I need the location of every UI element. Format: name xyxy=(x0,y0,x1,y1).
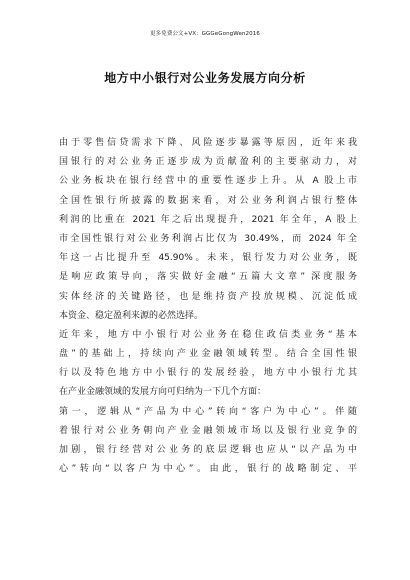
text-line: 第一，逻辑从“产品为中心”转向“客户为中心”。伴随 xyxy=(59,406,357,417)
text-line: 全国性银行所披露的数据来看，对公业务利润占银行整体 xyxy=(59,195,357,206)
text-line: 近年来，地方中小银行对公业务在稳住政信类业务“基本 xyxy=(59,329,357,340)
text-line: 国银行的对公业务正逐步成为贡献盈利的主要驱动力，对 xyxy=(59,157,357,168)
header-note: 更多免费公文+VX：GGGeGongWen2016 xyxy=(150,31,260,37)
text-line: 在产业金融领域的发展方向可归纳为一下几个方面： xyxy=(59,387,267,398)
text-line: 行以及特色地方中小银行的发展经验，地方中小银行尤其 xyxy=(59,368,357,379)
text-line: 着银行对公业务朝向产业金融领域市场以及银行业竞争的 xyxy=(59,425,357,436)
paragraph-2 xyxy=(59,326,357,403)
paragraph-3 xyxy=(59,403,357,480)
text-line: 加剧，银行经营对公业务的底层逻辑也应从“以产品为中 xyxy=(59,445,357,455)
text-line: 年这一占比提升至 45.90%。未来，银行发力对公业务，既 xyxy=(59,253,357,264)
text-line: 盘”的基础上，持续向产业金融领域转型。结合全国性银 xyxy=(59,349,357,360)
text-line: 是响应政策导向，落实做好金融“五篇大文章” 深度服务 xyxy=(59,272,357,283)
text-line: 市全国性银行对公业务利润占比仅为 30.49%，而 2024 年全 xyxy=(59,233,357,244)
text-line: 本资金、稳定盈利来源的必然选择。 xyxy=(59,310,204,321)
paragraph-1 xyxy=(59,134,357,326)
text-line: 利润的比重在 2021 年之后出现提升，2021 年全年，A 股上 xyxy=(59,214,357,225)
text-line: 由于零售信贷需求下降、风险逐步暴露等原因，近年来我 xyxy=(59,138,357,148)
document-body xyxy=(59,134,357,479)
text-line: 实体经济的关键路径，也是维持资产投放规模、沉淀低成 xyxy=(59,291,357,302)
document-title: 地方中小银行对公业务发展方向分析 xyxy=(104,71,306,85)
text-line: 公业务板块在银行经营中的重要性逐步上升。从 A 股上市 xyxy=(59,176,357,187)
text-line: 心”转向“以客户为中心”。由此，银行的战略制定、平 xyxy=(59,464,357,475)
